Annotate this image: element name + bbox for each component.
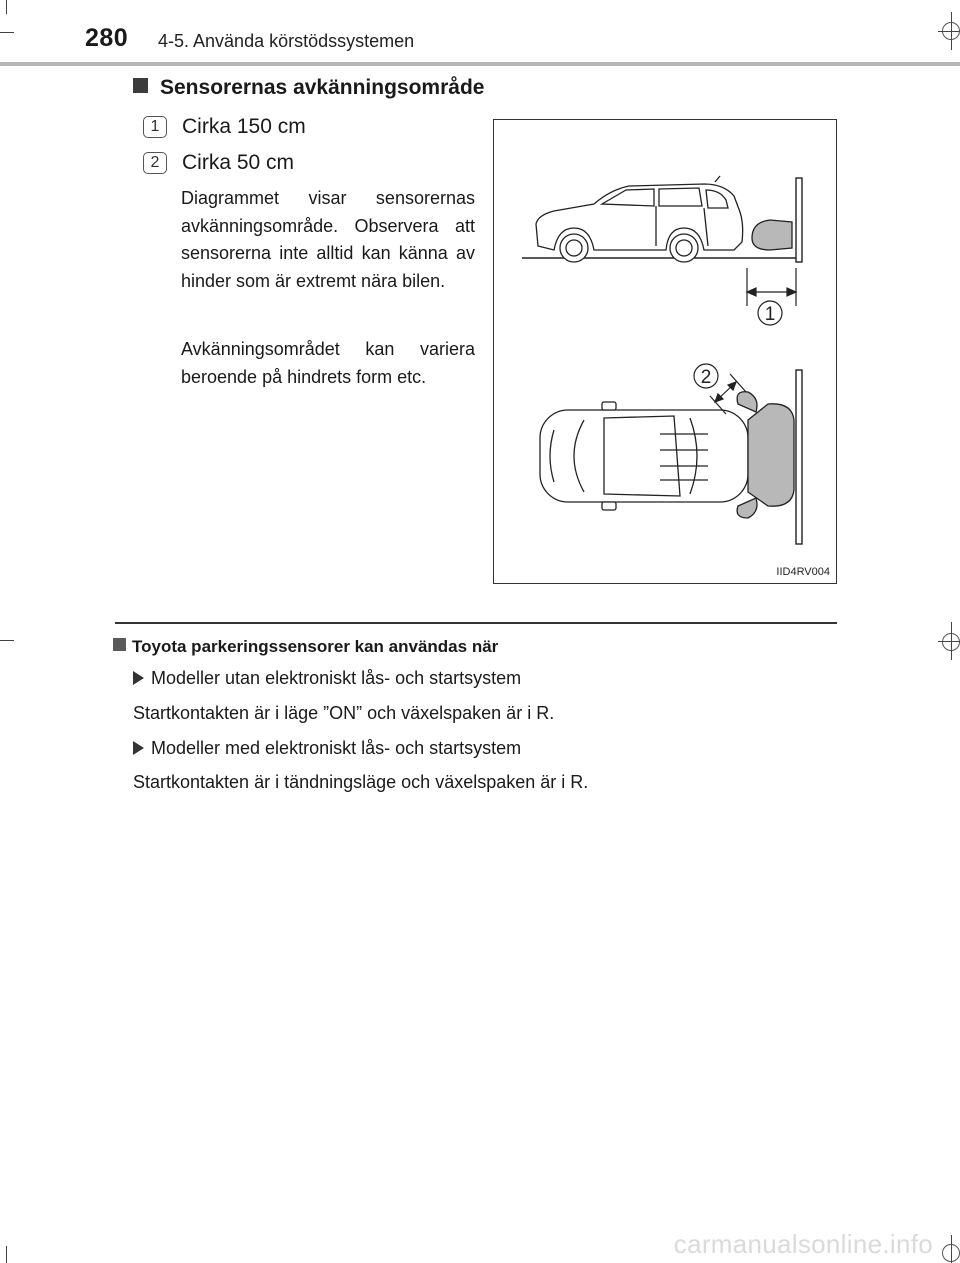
item-number-badge: 1	[143, 116, 167, 138]
crop-mark	[6, 1246, 7, 1263]
crop-mark	[938, 31, 960, 32]
callout-2-number: 2	[700, 367, 712, 388]
condition-text: Startkontakten är i tändningsläge och växelspaken är i R.	[133, 772, 589, 792]
section-heading	[133, 76, 484, 100]
header-rule	[0, 62, 960, 66]
item-number-badge: 2	[143, 152, 167, 174]
triangle-bullet-icon	[133, 741, 144, 755]
model-bullet	[133, 668, 521, 689]
square-bullet-icon	[133, 78, 148, 93]
subsection-heading-text: Toyota parkeringssensorer kan användas när	[132, 637, 499, 656]
sensor-zone-rear-icon	[752, 220, 792, 250]
description-paragraph: Avkänningsområdet kan variera beroende på hindrets form etc.	[181, 339, 475, 387]
sensor-zone-corner-icon	[737, 498, 757, 518]
section-divider	[115, 622, 837, 624]
condition-text: Startkontakten är i läge ”ON” och växelspaken är i R.	[133, 703, 555, 723]
crop-mark	[951, 622, 952, 660]
car-top-view-icon	[540, 402, 748, 510]
callout-1-number: 1	[764, 304, 776, 325]
triangle-bullet-icon	[133, 671, 144, 685]
car-side-view-icon	[522, 176, 796, 262]
sensor-range-figure	[493, 119, 837, 584]
watermark: carmanualsonline.info	[673, 1229, 933, 1259]
crop-mark	[0, 640, 14, 641]
sensor-zone-center-icon	[748, 404, 794, 506]
section-title: 4-5. Använda körstödssystemen	[158, 31, 415, 51]
item-label: Cirka 50 cm	[182, 151, 295, 174]
crop-mark	[951, 12, 952, 50]
square-bullet-icon	[113, 638, 126, 651]
sensor-range-illustration	[494, 120, 835, 582]
crop-mark	[6, 0, 7, 14]
obstacle-wall-top-icon	[796, 370, 802, 544]
model-bullet-text: Modeller utan elektroniskt lås- och startsystem	[151, 668, 522, 688]
item-label: Cirka 150 cm	[182, 115, 306, 138]
model-bullet-text: Modeller med elektroniskt lås- och startsystem	[151, 738, 522, 758]
dimension-line-icon	[747, 268, 796, 306]
figure-id: IID4RV004	[776, 566, 830, 578]
description-paragraph: Diagrammet visar sensorernas avkänningsområde. Observera att sensorerna inte alltid kan känna av hinder som är extremt nära bilen.	[181, 188, 475, 291]
obstacle-wall-icon	[796, 178, 802, 262]
subsection-heading	[113, 637, 498, 657]
sensor-zone-corner-icon	[737, 392, 757, 412]
section-heading-text: Sensorernas avkänningsområde	[160, 76, 485, 99]
crop-mark	[938, 641, 960, 642]
crop-mark	[951, 1235, 952, 1263]
model-bullet	[133, 738, 521, 759]
page-number: 280	[85, 24, 129, 52]
crop-mark	[0, 32, 14, 33]
